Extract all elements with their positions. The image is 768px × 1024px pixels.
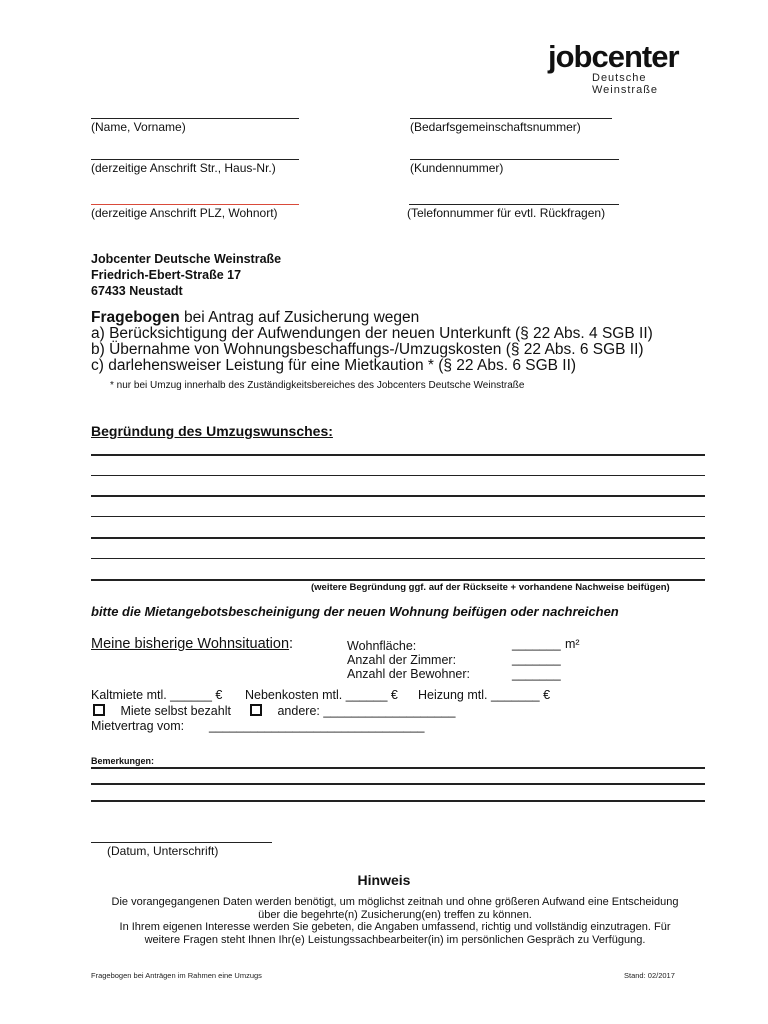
logo-wordmark: jobcenter bbox=[548, 39, 679, 74]
customer-number-line[interactable] bbox=[410, 159, 619, 160]
hinweis-paragraph-1 bbox=[90, 896, 700, 921]
rooms-blank[interactable]: _______ bbox=[512, 652, 561, 666]
reason-line-4[interactable] bbox=[91, 516, 705, 517]
attach-note: bitte die Mietangebotsbescheinigung der neuen Wohnung beifügen oder nachreichen bbox=[91, 604, 619, 619]
self-paid-checkbox[interactable] bbox=[93, 704, 105, 716]
remarks-line-3[interactable] bbox=[91, 800, 705, 802]
area-blank[interactable]: _______ bbox=[512, 637, 561, 651]
title-option-c: c) darlehensweiser Leistung für eine Mietkaution * (§ 22 Abs. 6 SGB II) bbox=[91, 357, 577, 374]
form-title bbox=[91, 310, 653, 374]
reason-line-7[interactable] bbox=[91, 579, 705, 581]
self-paid-label: Miete selbst bezahlt bbox=[120, 704, 231, 718]
hinweis-p1-line-1: Die vorangegangenen Daten werden benötigt, um möglichst zeitnah und ohne größeren Aufwand eine Entscheidung bbox=[111, 896, 679, 908]
housing-heading bbox=[91, 636, 293, 652]
title-option-b: b) Übernahme von Wohnungsbeschaffungs-/Umzugskosten (§ 22 Abs. 6 SGB II) bbox=[91, 341, 644, 358]
heating-field[interactable]: Heizung mtl. _______ € bbox=[418, 688, 551, 702]
hinweis-heading: Hinweis bbox=[357, 872, 411, 888]
area-unit: m² bbox=[565, 637, 580, 651]
housing-heading-colon: : bbox=[289, 636, 294, 652]
title-line bbox=[91, 310, 653, 326]
title-option-a: a) Berücksichtigung der Aufwendungen der neuen Unterkunft (§ 22 Abs. 4 SGB II) bbox=[91, 325, 653, 342]
reason-hint: (weitere Begründung ggf. auf der Rückseite + vorhandene Nachweise beifügen) bbox=[311, 582, 670, 593]
remarks-heading: Bemerkungen: bbox=[91, 756, 155, 766]
reason-heading: Begründung des Umzugswunsches: bbox=[91, 423, 333, 439]
residents-label: Anzahl der Bewohner: bbox=[347, 667, 470, 681]
reason-line-5[interactable] bbox=[91, 537, 705, 539]
name-line[interactable] bbox=[91, 118, 299, 119]
recipient-line-3: 67433 Neustadt bbox=[91, 284, 183, 298]
title-rest: bei Antrag auf Zusicherung wegen bbox=[179, 309, 420, 326]
address-street-line[interactable] bbox=[91, 159, 299, 160]
footer-right: Stand: 02/2017 bbox=[624, 971, 675, 980]
lease-label: Mietvertrag vom: bbox=[91, 719, 185, 733]
logo-subtitle: Deutsche Weinstraße bbox=[592, 72, 659, 96]
side-costs-field[interactable]: Nebenkosten mtl. ______ € bbox=[245, 688, 398, 702]
customer-number-label: (Kundennummer) bbox=[410, 161, 504, 175]
lease-blank[interactable]: _______________________________ bbox=[209, 719, 425, 733]
residents-blank[interactable]: _______ bbox=[512, 667, 561, 681]
other-label[interactable]: andere: ___________________ bbox=[277, 704, 456, 718]
bg-number-line[interactable] bbox=[410, 118, 612, 119]
other-checkbox[interactable] bbox=[250, 704, 262, 716]
hinweis-paragraph-2 bbox=[90, 921, 700, 946]
title-bold: Fragebogen bbox=[91, 309, 180, 326]
remarks-line-2[interactable] bbox=[91, 783, 705, 785]
jobcenter-logo bbox=[548, 39, 708, 96]
reason-line-6[interactable] bbox=[91, 558, 705, 559]
bg-number-label: (Bedarfsgemeinschaftsnummer) bbox=[410, 120, 581, 134]
signature-label: (Datum, Unterschrift) bbox=[107, 844, 219, 858]
recipient-address bbox=[91, 251, 281, 299]
title-footnote: * nur bei Umzug innerhalb des Zuständigkeitsbereiches des Jobcenters Deutsche Weinstraße bbox=[110, 380, 525, 391]
hinweis-p1-line-2: über die begehrte(n) Zusicherung(en) treffen zu können. bbox=[258, 908, 532, 921]
reason-line-2[interactable] bbox=[91, 475, 705, 476]
address-city-label: (derzeitige Anschrift PLZ, Wohnort) bbox=[91, 206, 278, 220]
signature-line[interactable] bbox=[91, 842, 272, 843]
footer-left: Fragebogen bei Anträgen im Rahmen eine Umzugs bbox=[91, 971, 262, 980]
area-label: Wohnfläche: bbox=[347, 639, 417, 653]
reason-line-1[interactable] bbox=[91, 454, 705, 456]
address-city-line[interactable] bbox=[91, 204, 299, 205]
phone-label: (Telefonnummer für evtl. Rückfragen) bbox=[407, 206, 606, 220]
remarks-line-1[interactable] bbox=[91, 767, 705, 769]
other-option[interactable] bbox=[250, 704, 455, 718]
address-street-label: (derzeitige Anschrift Str., Haus-Nr.) bbox=[91, 161, 276, 175]
hinweis-p2-line-2: weitere Fragen steht Ihnen Ihr(e) Leistungssachbearbeiter(in) im persönlichen Gespräch zu Verfügung. bbox=[144, 933, 646, 946]
recipient-line-1: Jobcenter Deutsche Weinstraße bbox=[91, 252, 282, 266]
phone-line[interactable] bbox=[409, 204, 619, 205]
name-label: (Name, Vorname) bbox=[91, 120, 186, 134]
housing-heading-text: Meine bisherige Wohnsituation bbox=[91, 636, 290, 652]
recipient-line-2: Friedrich-Ebert-Straße 17 bbox=[91, 268, 242, 282]
reason-line-3[interactable] bbox=[91, 495, 705, 497]
cold-rent-field[interactable]: Kaltmiete mtl. ______ € bbox=[91, 688, 223, 702]
self-paid-option[interactable] bbox=[93, 704, 231, 718]
rooms-label: Anzahl der Zimmer: bbox=[347, 653, 457, 667]
hinweis-p2-line-1: In Ihrem eigenen Interesse werden Sie gebeten, die Angaben umfassend, richtig und vollständig einzutragen. Für bbox=[119, 921, 671, 933]
